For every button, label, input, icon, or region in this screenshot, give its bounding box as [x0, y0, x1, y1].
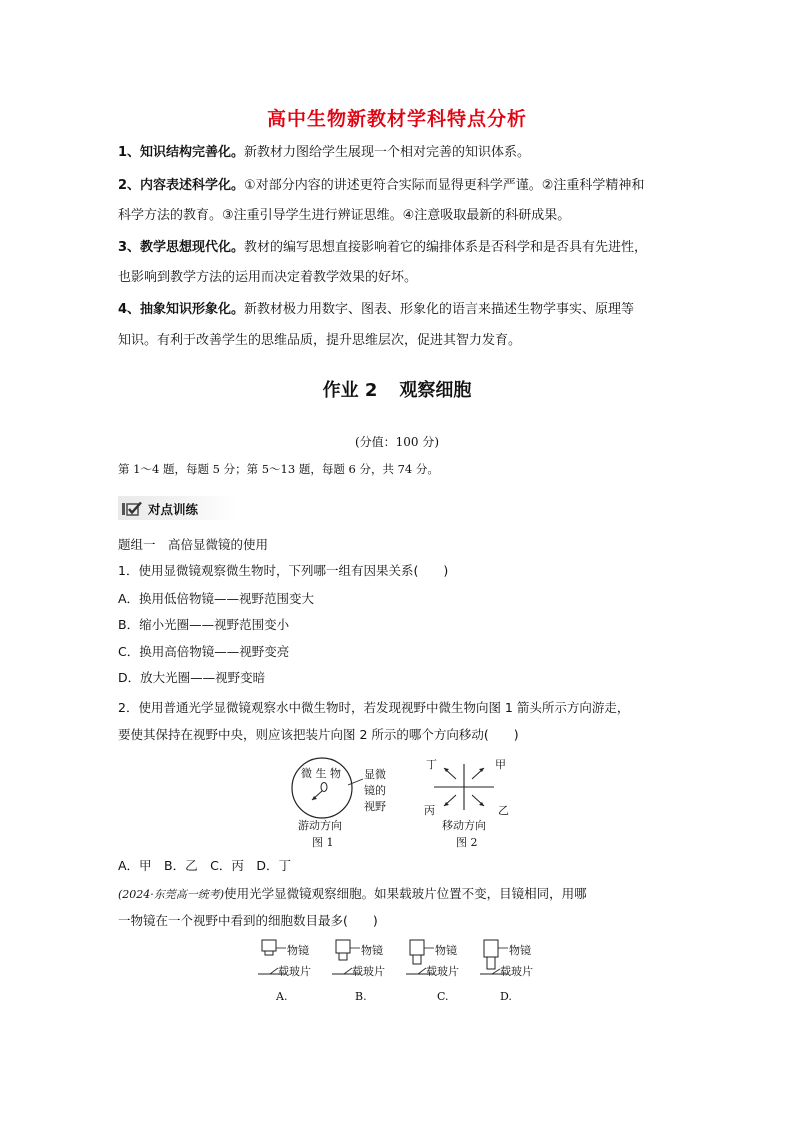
q1-stem: 1．使用显微镜观察微生物时，下列哪一组有因果关系( )	[118, 563, 449, 578]
intro-lead: 3、教学思想现代化。	[118, 240, 245, 255]
fig1-side-label-1: 显微	[364, 768, 386, 781]
intro-item-2-cont: 科学方法的教育。③注重引导学生进行辨证思维。④注意吸取最新的科研成果。	[118, 208, 571, 223]
fig2-caption-direction: 移动方向	[442, 819, 486, 832]
q1-option-d: D．放大光圈——视野变暗	[118, 670, 266, 685]
q3-lens-a-objective-label: 物镜	[287, 944, 309, 957]
fig2-label-jia: 甲	[495, 758, 506, 771]
fig2-caption-number: 图 2	[456, 836, 478, 849]
q3-choice-b: B.	[355, 990, 367, 1003]
score-note: (分值：100 分)	[354, 435, 440, 449]
q1-option-a: A．换用低倍物镜——视野范围变大	[118, 591, 315, 606]
q3-stem-line1	[118, 884, 587, 905]
intro-item-3	[118, 238, 647, 258]
q3-choice-a: A.	[276, 990, 288, 1003]
intro-item-3-cont: 也影响到教学方法的运用而决定着教学效果的好坏。	[118, 270, 418, 285]
q3-choice-c: C.	[437, 990, 449, 1003]
intro-item-1	[118, 143, 530, 163]
homework-label: 作业 2	[322, 380, 378, 401]
q3-stem-line2: 一物镜在一个视野中看到的细胞数目最多( )	[118, 913, 378, 928]
q3-lens-d-slide-label: 载玻片	[500, 965, 533, 978]
figure-2-direction-cross	[428, 760, 500, 820]
fig1-side-label-2: 镜的	[364, 784, 386, 797]
q3-source: (2024·东莞高一统考)	[118, 888, 225, 901]
q3-stem-text: 使用光学显微镜观察细胞。如果载玻片位置不变，目镜相同，用哪	[224, 886, 587, 901]
q2-stem-line1: 2．使用普通光学显微镜观察水中微生物时，若发现视野中微生物向图 1 箭头所示方向游走，	[118, 700, 630, 715]
fig2-label-ding: 丁	[426, 758, 437, 771]
q1-option-b: B．缩小光圈——视野范围变小	[118, 617, 290, 632]
homework-title	[0, 376, 794, 402]
q3-lens-a-slide-label: 载玻片	[278, 965, 311, 978]
intro-item-2	[118, 176, 644, 196]
fig1-pointer-line	[348, 772, 364, 791]
q3-choice-d: D.	[500, 990, 512, 1003]
homework-name: 观察细胞	[399, 380, 472, 401]
intro-text: 新教材极力用数字、图表、形象化的语言来描述生物学事实、原理等	[244, 302, 635, 317]
intro-lead: 4、抽象知识形象化。	[118, 302, 245, 317]
intro-lead: 1、知识结构完善化。	[118, 145, 245, 160]
intro-text: ①对部分内容的讲述更符合实际而显得更科学严谨。②注重科学精神和	[244, 178, 645, 193]
question-group-title: 题组一 高倍显微镜的使用	[118, 537, 269, 552]
intro-item-4	[118, 300, 634, 320]
intro-lead: 2、内容表述科学化。	[118, 178, 245, 193]
checkmark-box-icon	[121, 501, 143, 521]
fig1-caption-number: 图 1	[312, 836, 334, 849]
section-label: 对点训练	[148, 502, 199, 517]
fig1-circle-label: 微 生 物	[301, 767, 341, 780]
q2-options: A．甲 B．乙 C．丙 D．丁	[118, 858, 291, 873]
q3-lens-b-slide-label: 载玻片	[352, 965, 385, 978]
q3-lens-d-objective-label: 物镜	[509, 944, 531, 957]
intro-text: 新教材力图给学生展现一个相对完善的知识体系。	[244, 145, 531, 160]
fig2-label-yi: 乙	[498, 804, 509, 817]
intro-text: 教材的编写思想直接影响着它的编排体系是否科学和是否具有先进性，	[244, 240, 648, 255]
fig1-side-label-3: 视野	[364, 800, 386, 813]
q1-option-c: C．换用高倍物镜——视野变亮	[118, 644, 290, 659]
fig1-caption-direction: 游动方向	[298, 819, 342, 832]
q3-lens-c-objective-label: 物镜	[435, 944, 457, 957]
page-title: 高中生物新教材学科特点分析	[266, 108, 527, 130]
q2-stem-line2: 要使其保持在视野中央，则应该把装片向图 2 所示的哪个方向移动( )	[118, 727, 519, 742]
q3-lens-c-slide-label: 载玻片	[426, 965, 459, 978]
q3-lens-b-objective-label: 物镜	[361, 944, 383, 957]
fig2-label-bing: 丙	[424, 804, 435, 817]
scoring-rule: 第 1～4 题，每题 5 分；第 5～13 题，每题 6 分，共 74 分。	[118, 462, 439, 476]
intro-item-4-cont: 知识。有利于改善学生的思维品质，提升思维层次，促进其智力发育。	[118, 333, 522, 348]
